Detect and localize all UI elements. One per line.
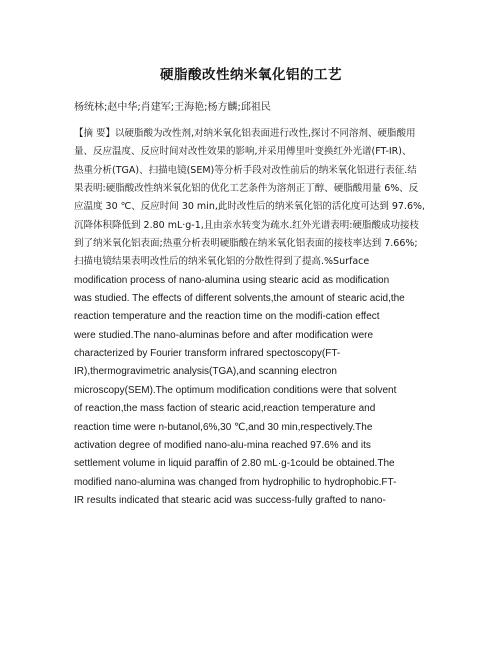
abstract-block <box>74 125 431 510</box>
abstract-line-en: reaction temperature and the reaction time on the modifi-cation effect <box>74 311 380 323</box>
abstract-line-en: characterized by Fourier transform infrared spectoscopy(FT- <box>74 348 341 360</box>
paper-title: 硬脂酸改性纳米氧化铝的工艺 <box>160 67 342 83</box>
abstract-line-cn: 热重分析(TGA)、扫描电镜(SEM)等分析手段对改性前后的纳米氧化铝进行表征.结 <box>74 164 417 176</box>
abstract-line-en: activation degree of modified nano-alu-mina reached 97.6% and its <box>74 439 371 451</box>
abstract-line-cn: 【摘 要】以硬脂酸为改性剂,对纳米氧化铝表面进行改性,探讨不同溶剂、硬脂酸用 <box>74 128 416 139</box>
abstract-line-en: modification process of nano-alumina using stearic acid as modification <box>74 274 390 286</box>
abstract-line-en: was studied. The effects of different solvents,the amount of stearic acid,the <box>74 293 405 305</box>
abstract-line-cn: 沉降体积降低到 2.80 mL·g-1,且由亲水转变为疏水.红外光谱表明:硬脂酸成功接枝 <box>74 219 420 231</box>
abstract-line-cn: 扫描电镜结果表明改性后的纳米氧化铝的分散性得到了提高.%Surface <box>74 256 370 268</box>
abstract-line-en: modified nano-alumina was changed from hydrophilic to hydrophobic.FT- <box>74 476 397 488</box>
abstract-line-en: reaction time were n-butanol,6%,30 ℃,and 30 min,respectively.The <box>74 421 373 433</box>
abstract-line-cn: 果表明:硬脂酸改性纳米氧化铝的优化工艺条件为溶剂正丁醇、硬脂酸用量 6%、反 <box>74 183 419 195</box>
abstract-line-cn: 量、反应温度、反应时间对改性效果的影响,并采用傅里叶变换红外光谱(FT-IR)、 <box>74 146 412 158</box>
abstract-line-en: microscopy(SEM).The optimum modification conditions were that solvent <box>74 384 397 396</box>
abstract-line-en: were studied.The nano-aluminas before and after modification were <box>74 329 374 341</box>
abstract-line-en: IR results indicated that stearic acid was success-fully grafted to nano- <box>74 494 386 506</box>
abstract-line-en: IR),thermogravimetric analysis(TGA),and scanning electron <box>74 366 337 378</box>
paper-authors: 杨统林;赵中华;肖建军;王海艳;杨方麟;邱祖民 <box>74 102 271 113</box>
abstract-line-en: settlement volume in liquid paraffin of 2.80 mL·g-1could be obtained.The <box>74 458 395 470</box>
abstract-line-cn: 到了纳米氧化铝表面;热重分析表明硬脂酸在纳米氧化铝表面的接枝率达到 7.66%; <box>74 238 418 250</box>
abstract-line-en: of reaction,the mass faction of stearic acid,reaction temperature and <box>74 403 376 415</box>
abstract-line-cn: 应温度 30 ℃、反应时间 30 min,此时改性后的纳米氧化铝的活化度可达到 97.6%, <box>74 201 426 213</box>
